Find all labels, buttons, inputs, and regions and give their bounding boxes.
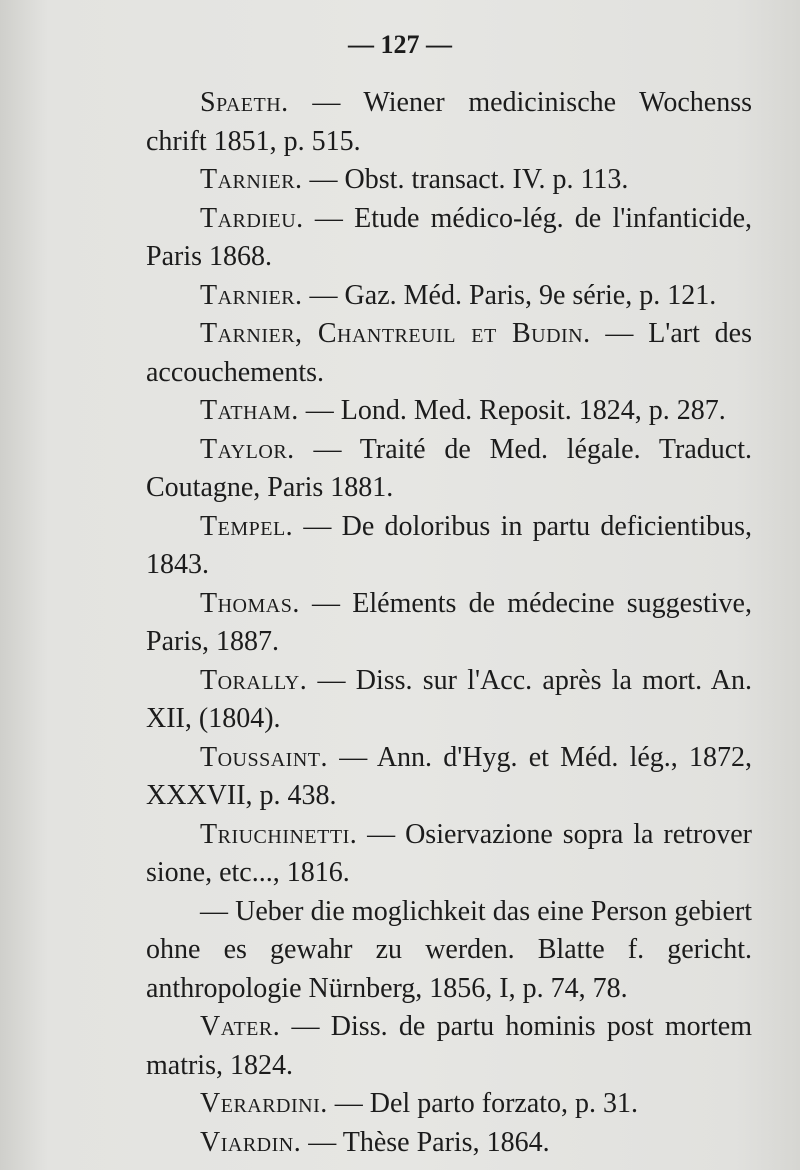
entry-author: Tatham. — [200, 395, 299, 426]
entry-author: Viardin. — [200, 1126, 302, 1158]
entry-text: — Traité de Med. légale. Traduct. Coutagne, Paris 1881. — [146, 433, 752, 503]
entry-author: Triuchinetti. — [200, 818, 358, 850]
entry-author: Tempel. — [200, 510, 294, 542]
entry-text: — Gaz. Méd. Paris, 9e série, p. 121. — [302, 279, 717, 311]
entry-text: — Thèse Paris, 1864. — [301, 1126, 550, 1158]
entry-author: Vater. — [200, 1011, 281, 1042]
entry-text: — Etude médico-lég. de l'infanticide, Paris 1868. — [146, 202, 752, 272]
entry-text: — Diss. de partu hominis post mortem matris, 1824. — [146, 1011, 752, 1081]
bibliography-entry — [146, 893, 752, 1009]
entry-text: — Del parto forzato, p. 31. — [327, 1088, 639, 1119]
entry-author: Tarnier. — [200, 279, 303, 311]
entry-text: — Ueber die moglichkeit das eine Person gebiert ohne es gewahr zu werden. Blatte f. gericht. anthropologie Nürnberg, 1856, I, p. 74, 78. — [146, 895, 752, 1004]
bibliography-entry — [146, 392, 752, 431]
entry-author: Tarnier. — [200, 164, 303, 195]
bibliography-entry — [146, 1008, 752, 1085]
bibliography-entry — [146, 161, 752, 200]
bibliography-list — [146, 84, 752, 1162]
bibliography-entry — [146, 277, 752, 316]
entry-text: — De doloribus in partu deficientibus, 1843. — [146, 510, 752, 580]
entry-text: — Osiervazione sopra la retrover sione, etc..., 1816. — [146, 818, 752, 888]
entry-text: — Wiener medicinische Wochenss chrift 1851, p. 515. — [146, 87, 752, 157]
entry-text: — Obst. transact. IV. p. 113. — [302, 164, 629, 195]
entry-text: — Eléments de médecine suggestive, Paris, 1887. — [146, 587, 752, 657]
entry-author: Torally. — [200, 664, 308, 696]
entry-author: Thomas. — [200, 587, 300, 619]
entry-author: Tarnier, Chantreuil et Budin. — [200, 318, 591, 349]
bibliography-entry — [146, 431, 752, 508]
bibliography-entry — [146, 662, 752, 739]
entry-text: — L'art des accouchements. — [146, 318, 752, 388]
bibliography-entry — [146, 585, 752, 662]
entry-text: — Ann. d'Hyg. et Méd. lég., 1872, XXXVII, p. 438. — [146, 741, 752, 811]
entry-text: — Diss. sur l'Acc. après la mort. An. XII, (1804). — [146, 664, 752, 734]
bibliography-entry — [146, 508, 752, 585]
entry-author: Tardieu. — [200, 202, 304, 234]
bibliography-entry — [146, 84, 752, 161]
page-number: — 127 — — [348, 30, 452, 59]
entry-author: Taylor. — [200, 433, 295, 465]
entry-author: Toussaint. — [200, 741, 328, 773]
bibliography-entry — [146, 816, 752, 893]
bibliography-entry — [146, 1124, 752, 1163]
bibliography-entry — [146, 315, 752, 392]
entry-author: Spaeth. — [200, 87, 289, 118]
entry-author: Verardini. — [200, 1088, 328, 1119]
entry-text: — Lond. Med. Reposit. 1824, p. 287. — [298, 395, 726, 426]
bibliography-entry — [146, 739, 752, 816]
bibliography-entry — [146, 1085, 752, 1124]
bibliography-entry — [146, 200, 752, 277]
